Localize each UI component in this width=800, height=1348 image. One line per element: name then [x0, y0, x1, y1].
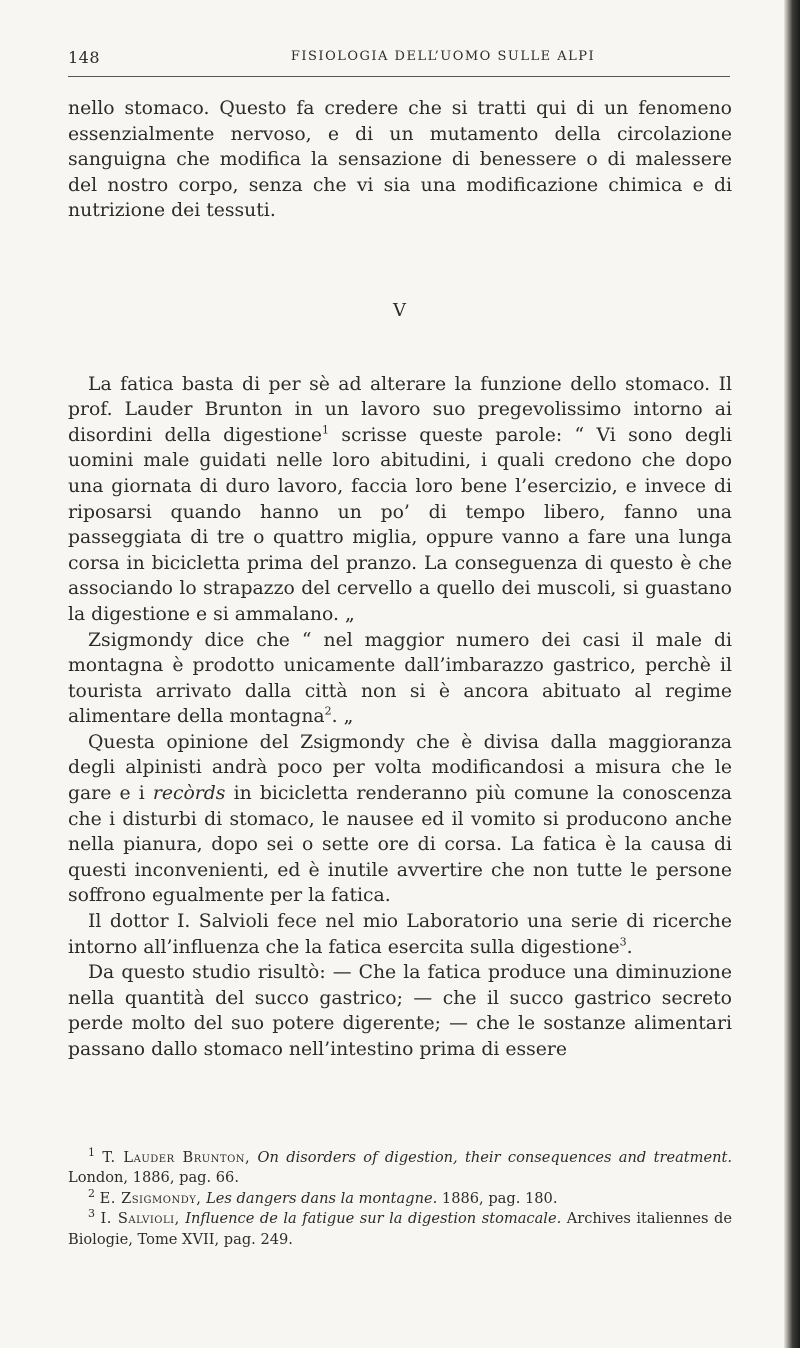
- footnote-title: Influence de la fatigue sur la digestion stomacale.: [185, 1210, 562, 1228]
- section-heading: V: [393, 299, 407, 321]
- footnote-author: E. Zsigmondy,: [99, 1189, 202, 1207]
- footnote-rest: 1886, pag. 180.: [437, 1189, 558, 1207]
- paragraph-2-text-b: . „: [331, 706, 354, 728]
- footnote-1: [68, 1148, 732, 1189]
- body-text: [68, 96, 732, 1063]
- footnote-ref-3: 3: [619, 935, 627, 949]
- paragraph-2: [68, 628, 732, 730]
- footnote-author: I. Salvioli,: [100, 1210, 180, 1228]
- paragraph-1: [68, 372, 732, 628]
- footnote-number: 3: [88, 1207, 95, 1221]
- paragraph-4: [68, 909, 732, 960]
- paragraph-4-text-b: .: [626, 936, 633, 958]
- footnote-ref-1: 1: [322, 423, 330, 437]
- paragraph-1-text-a: La fatica basta di per sè ad alterare la funzione dello stomaco. Il prof. Lauder Brunton in un lavoro suo pregevolissimo intorno ai disordini della digestione: [68, 373, 732, 446]
- page-header: [68, 48, 728, 72]
- paragraph-2-text-a: Zsigmondy dice che “ nel maggior numero dei casi il male di montagna è prodotto unicamente dall’imbarazzo gastrico, perchè il tourista arrivato dalla città non si è ancora abituato al regime alimentare della montagna: [68, 629, 732, 728]
- footnote-rest: Archives italiennes de Biologie, Tome XVII, pag. 249.: [68, 1210, 732, 1248]
- paragraph-3: [68, 730, 732, 909]
- footnote-number: 1: [88, 1146, 95, 1160]
- footnote-title: On disorders of digestion, their consequences and treatment.: [257, 1149, 733, 1166]
- running-head: FISIOLOGIA DELL’UOMO SULLE ALPI: [290, 49, 596, 64]
- footnote-ref-2: 2: [324, 705, 332, 719]
- intro-paragraph: nello stomaco. Questo fa credere che si tratti qui di un fenomeno essenzialmente nervoso, e di un mutamento della circolazione sanguigna che modifica la sensazione di benessere o di malessere del nostro corpo, senza che vi sia una modificazione chimica e di nutrizione dei tessuti.: [68, 98, 732, 222]
- paragraph-4-text-a: Il dottor I. Salvioli fece nel mio Laboratorio una serie di ricerche intorno all’influenza che la fatica esercita sulla digestione: [68, 911, 732, 958]
- footnote-title: Les dangers dans la montagne.: [206, 1189, 438, 1207]
- footnote-author: T. Lauder Brunton,: [102, 1149, 251, 1166]
- paragraph-5: Da questo studio risultò: — Che la fatica produce una diminuzione nella quantità del succo gastrico; — che il succo gastrico secreto perde molto del suo potere digerente; — che le sostanze alimentari passano dallo stomaco nell’intestino prima di essere: [68, 962, 732, 1060]
- page-number: 148: [68, 48, 101, 67]
- paragraph-1-text-b: scrisse queste parole: “ Vi sono degli uomini male guidati nelle loro abitudini, i quali credono che dopo una giornata di duro lavoro, faccia loro bene l’esercizio, e invece di riposarsi quando hanno un po’ di tempo libero, fanno una passeggiata di tre o quattro miglia, oppure vanno a fare una lunga corsa in bicicletta prima del pranzo. La conseguenza di questo è che associando lo strapazzo del cervello a quello dei muscoli, si guastano la digestione e si ammalano. „: [68, 424, 732, 625]
- page-edge-shadow: [784, 0, 800, 1348]
- paragraph-3-italic: recòrds: [152, 783, 226, 805]
- paragraph-3-text-a: Questa opinione del Zsigmondy che è divisa dalla maggioranza degli alpinisti andrà poco per volta modificandosi a misura che le gare e i: [68, 731, 732, 805]
- footnote-rest: London, 1886, pag. 66.: [68, 1169, 239, 1187]
- footnote-2: [68, 1186, 732, 1209]
- footnote-3: [68, 1209, 732, 1250]
- footnote-number: 2: [88, 1186, 95, 1200]
- paragraph-3-text-b: in bicicletta renderanno più comune la conoscenza che i disturbi di stomaco, le nausee ed il vomito si producono anche nella pianura, dopo sei o sette ore di corsa. La fatica è la causa di questi inconvenienti, ed è inutile avvertire che non tutte le persone soffrono egualmente per la fatica.: [68, 783, 732, 907]
- header-rule: [68, 76, 730, 77]
- footnotes: [68, 1148, 732, 1250]
